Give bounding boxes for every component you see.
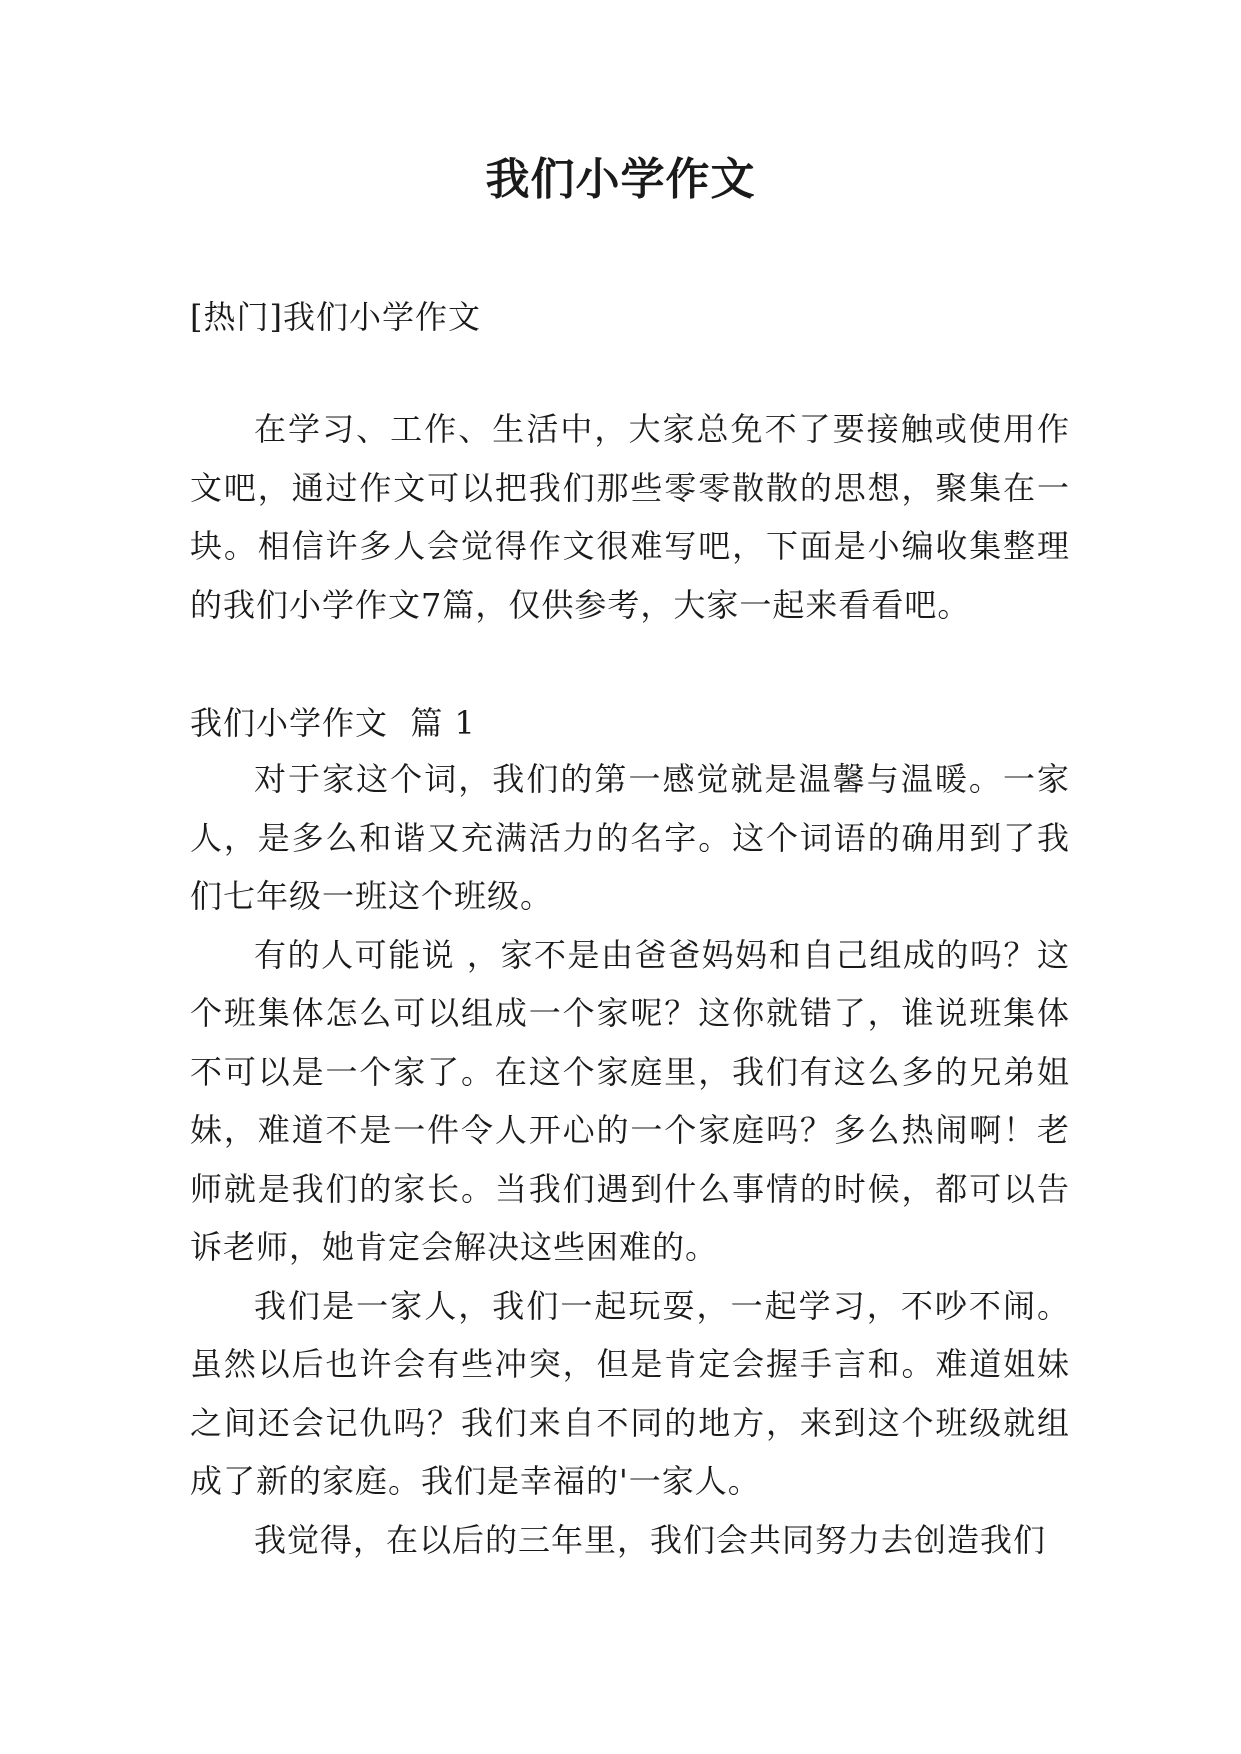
section-title: 我们小学作文 篇 1 (190, 704, 476, 742)
body-paragraph-4: 我觉得，在以后的三年里，我们会共同努力去创造我们 (254, 1520, 1047, 1559)
document-subtitle: [热门]我们小学作文 (190, 298, 481, 336)
intro-block (190, 400, 1070, 634)
body-paragraph-1: 对于家这个词，我们的第一感觉就是温馨与温暖。一家人，是多么和谐又充满活力的名字。这个词语的确用到了我们七年级一班这个班级。 (190, 760, 1070, 915)
document-title: 我们小学作文 (485, 154, 756, 205)
body-paragraph-3: 我们是一家人，我们一起玩耍，一起学习，不吵不闹。虽然以后也许会有些冲突，但是肯定会握手言和。难道姐妹之间还会记仇吗？我们来自不同的地方，来到这个班级就组成了新的家庭。我们是幸福的'一家人。 (190, 1286, 1070, 1500)
intro-paragraph: 在学习、工作、生活中，大家总免不了要接触或使用作文吧，通过作文可以把我们那些零零散散的思想，聚集在一块。相信许多人会觉得作文很难写吧，下面是小编收集整理的我们小学作文7篇，仅供参考，大家一起来看看吧。 (190, 410, 1070, 624)
section-body (190, 750, 1070, 1569)
body-paragraph-2: 有的人可能说 ，家不是由爸爸妈妈和自己组成的吗？这个班集体怎么可以组成一个家呢？这你就错了，谁说班集体不可以是一个家了。在这个家庭里，我们有这么多的兄弟姐妹，难道不是一件令人开心的一个家庭吗？多么热闹啊！老师就是我们的家长。当我们遇到什么事情的时候，都可以告诉老师，她肯定会解决这些困难的。 (190, 935, 1070, 1266)
